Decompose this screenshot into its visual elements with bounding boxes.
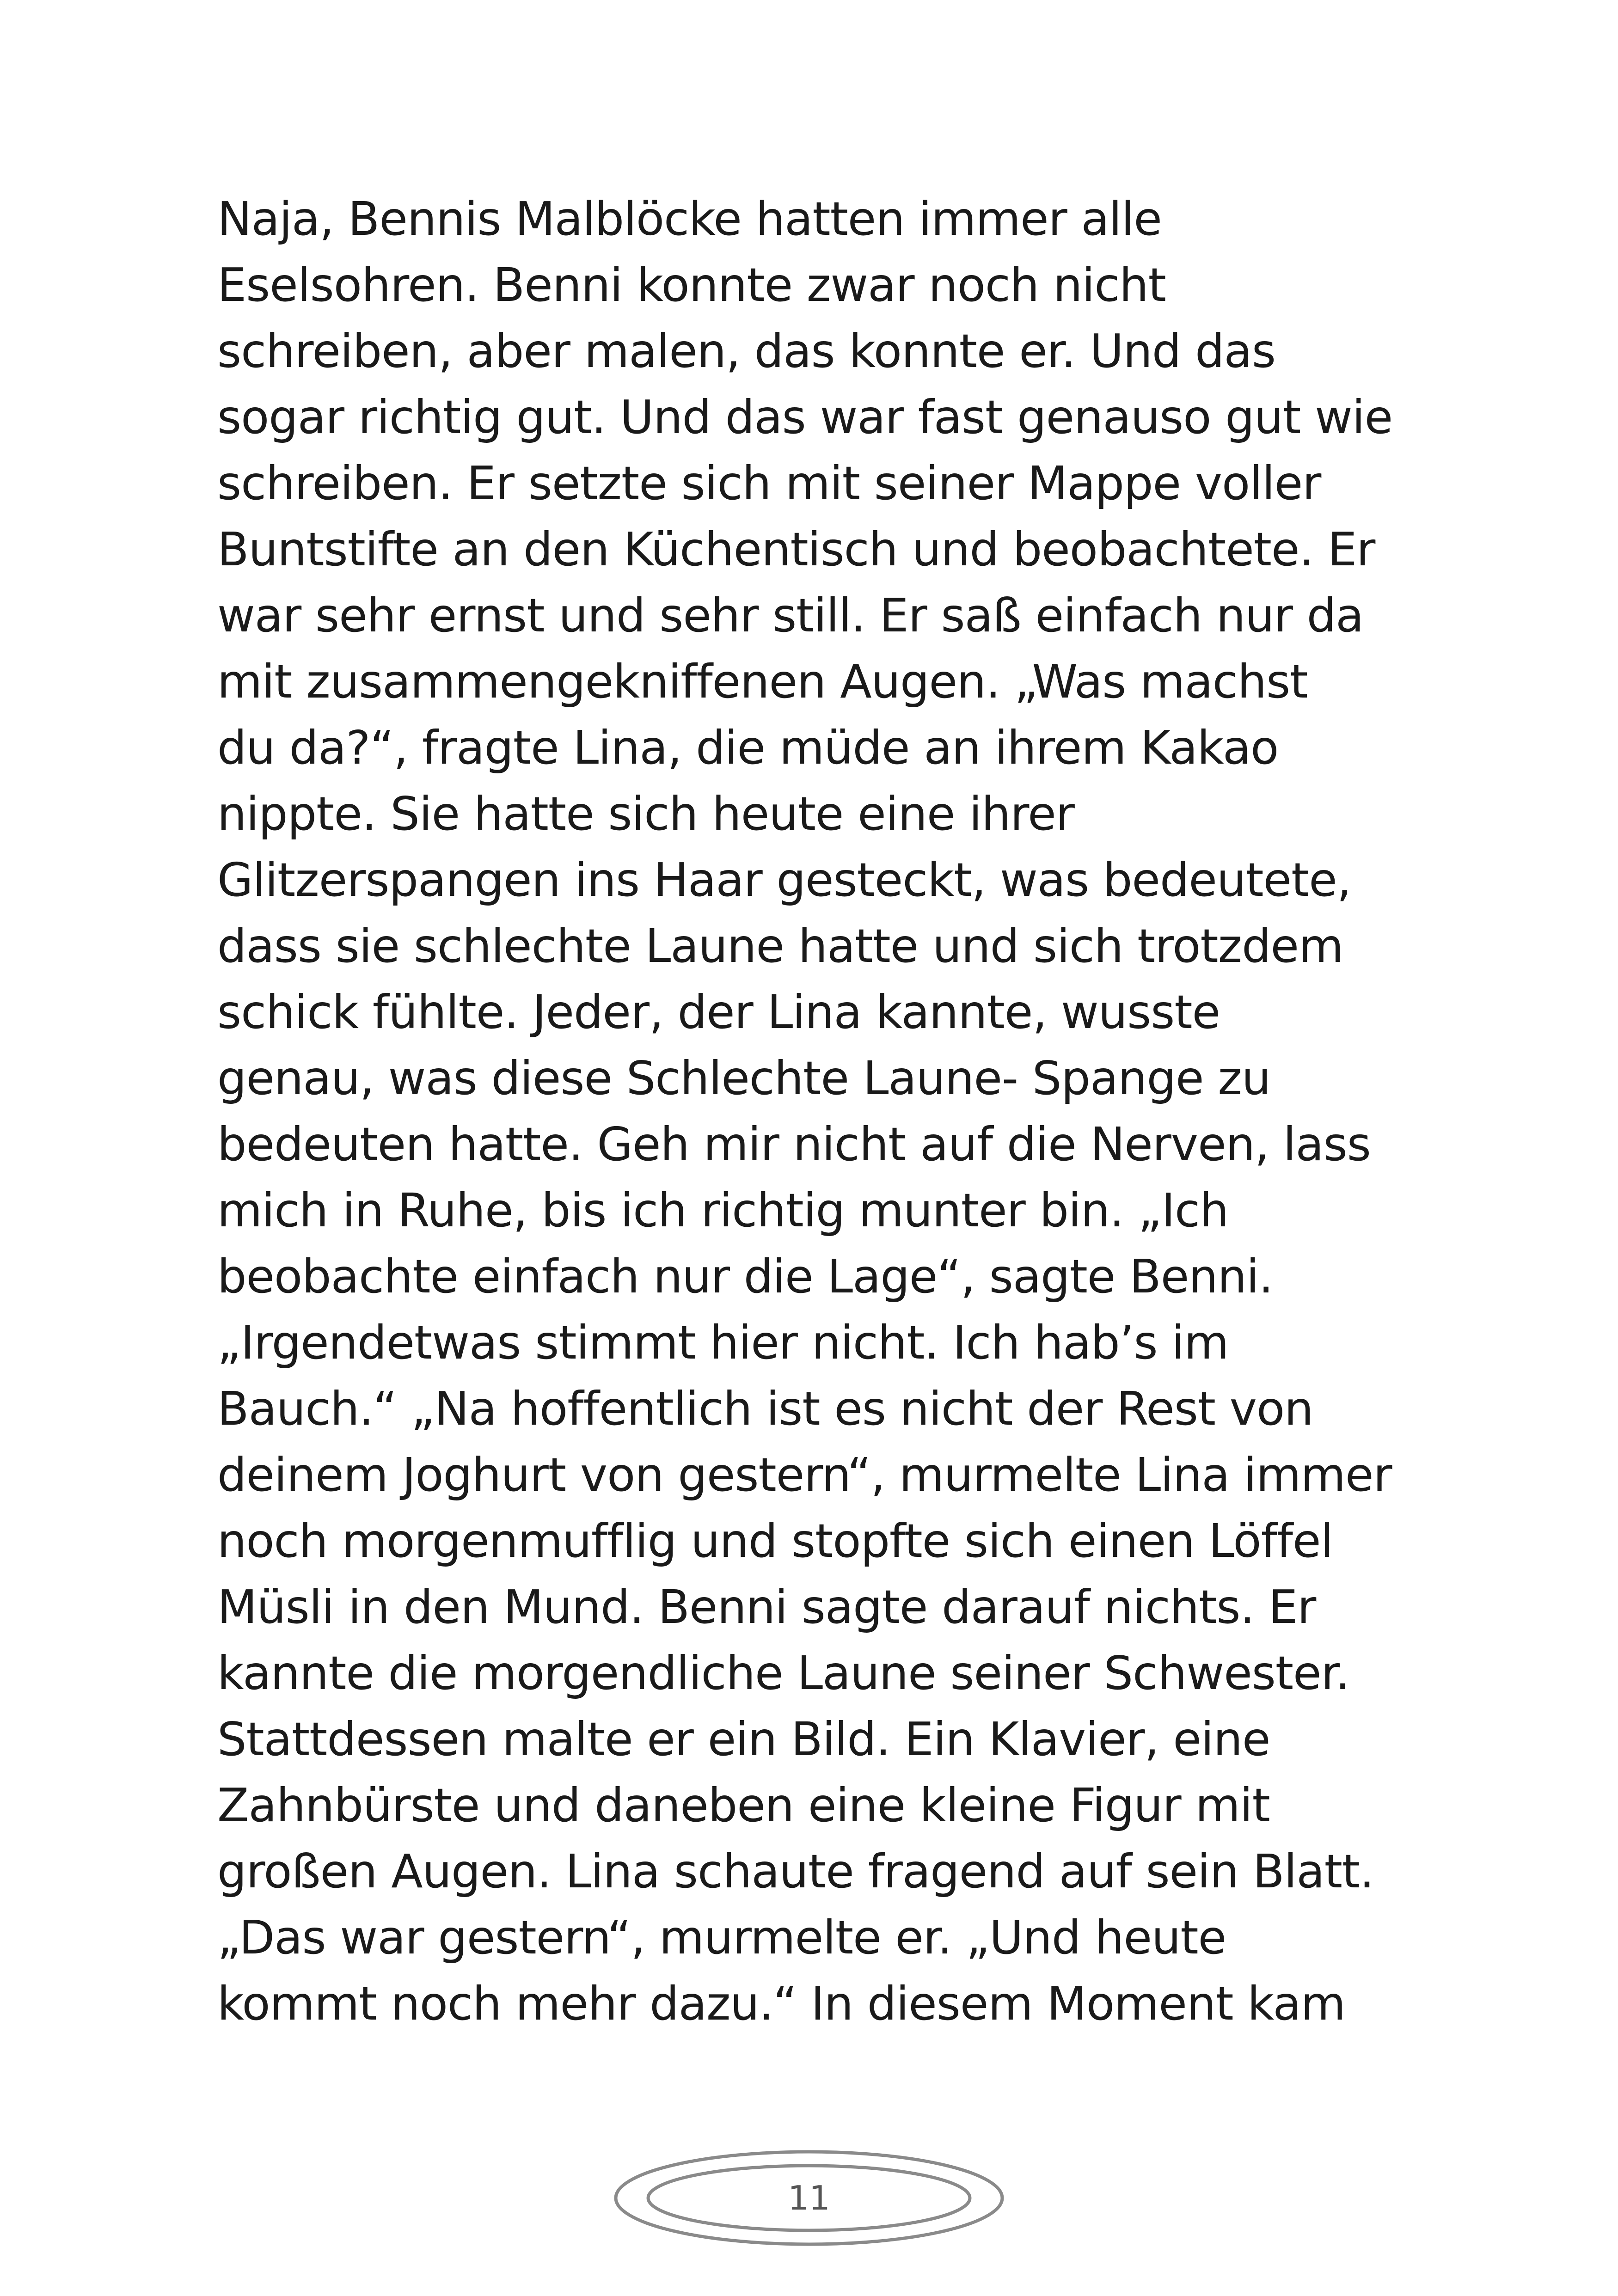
text-line-1: Naja, Bennis Malblöcke hatten immer alle: [217, 192, 1162, 246]
text-line-16: mich in Ruhe, bis ich richtig munter bin. „Ich: [217, 1183, 1229, 1237]
text-line-11: Glitzerspangen ins Haar gesteckt, was bedeutete,: [217, 853, 1351, 907]
text-line-3: schreiben, aber malen, das konnte er. Und das: [217, 324, 1275, 378]
body-text: [217, 186, 1419, 2037]
text-line-10: nippte. Sie hatte sich heute eine ihrer: [217, 787, 1074, 841]
page-number-badge: [610, 2145, 1008, 2251]
text-line-17: beobachte einfach nur die Lage“, sagte Benni.: [217, 1249, 1273, 1304]
text-line-9: du da?“, fragte Lina, die müde an ihrem Kakao: [217, 721, 1279, 775]
text-line-21: noch morgenmufflig und stopfte sich einen Löffel: [217, 1514, 1333, 1568]
text-line-27: „Das war gestern“, murmelte er. „Und heute: [217, 1910, 1226, 1965]
text-line-4: sogar richtig gut. Und das war fast genauso gut wie: [217, 390, 1393, 444]
text-line-24: Stattdessen malte er ein Bild. Ein Klavier, eine: [217, 1712, 1270, 1766]
text-line-6: Buntstifte an den Küchentisch und beobachtete. Er: [217, 522, 1375, 576]
text-line-20: deinem Joghurt von gestern“, murmelte Lina immer: [217, 1448, 1392, 1502]
text-line-25: Zahnbürste und daneben eine kleine Figur mit: [217, 1778, 1270, 1832]
text-line-22: Müsli in den Mund. Benni sagte darauf nichts. Er: [217, 1580, 1316, 1634]
text-line-19: Bauch.“ „Na hoffentlich ist es nicht der Rest von: [217, 1382, 1313, 1436]
text-line-2: Eselsohren. Benni konnte zwar noch nicht: [217, 258, 1166, 312]
text-line-12: dass sie schlechte Laune hatte und sich trotzdem: [217, 919, 1343, 973]
page-number: 11: [788, 2179, 830, 2217]
text-line-18: „Irgendetwas stimmt hier nicht. Ich hab’s im: [217, 1316, 1229, 1370]
text-line-23: kannte die morgendliche Laune seiner Schwester.: [217, 1646, 1350, 1700]
text-line-7: war sehr ernst und sehr still. Er saß einfach nur da: [217, 588, 1364, 643]
text-line-28: kommt noch mehr dazu.“ In diesem Moment kam: [217, 1977, 1346, 2031]
text-line-13: schick fühlte. Jeder, der Lina kannte, wusste: [217, 985, 1220, 1039]
text-line-15: bedeuten hatte. Geh mir nicht auf die Nerven, lass: [217, 1117, 1371, 1171]
text-line-14: genau, was diese Schlechte Laune- Spange zu: [217, 1051, 1271, 1105]
text-line-8: mit zusammengekniffenen Augen. „Was machst: [217, 655, 1308, 709]
text-line-26: großen Augen. Lina schaute fragend auf sein Blatt.: [217, 1844, 1374, 1898]
text-line-5: schreiben. Er setzte sich mit seiner Mappe voller: [217, 456, 1321, 510]
